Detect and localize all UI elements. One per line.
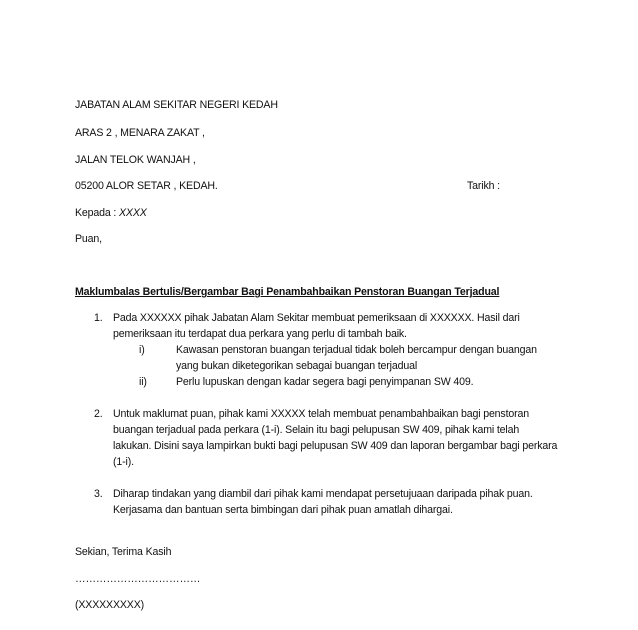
address-line-4: 05200 ALOR SETAR , KEDAH. <box>75 180 218 192</box>
item-line: (1-i). <box>113 456 134 468</box>
recipient-name: XXXX <box>119 207 147 219</box>
item-number: 1. <box>94 312 103 324</box>
closing-text: Sekian, Terima Kasih <box>75 546 172 558</box>
salutation: Puan, <box>75 233 102 245</box>
address-line-2: ARAS 2 , MENARA ZAKAT , <box>75 127 205 139</box>
subitem-line: yang bukan diketegorikan sebagai buangan terjadual <box>176 360 418 372</box>
signature-line: ……………………………… <box>75 573 201 585</box>
subitem-line: Kawasan penstoran buangan terjadual tidak boleh bercampur dengan buangan <box>176 344 537 356</box>
address-line-1: JABATAN ALAM SEKITAR NEGERI KEDAH <box>75 99 278 111</box>
item-line: lakukan. Disini saya lampirkan bukti bagi pelupusan SW 409 dan laporan bergambar bagi perkara <box>113 440 558 452</box>
item-number: 2. <box>94 408 103 420</box>
recipient-label: Kepada : <box>75 207 117 219</box>
item-line: buangan terjadual pada perkara (1-i). Selain itu bagi pelupusan SW 409, pihak kami telah <box>113 424 520 436</box>
recipient <box>75 207 147 219</box>
address-line-3: JALAN TELOK WANJAH , <box>75 154 196 166</box>
item-line: Pada XXXXXX pihak Jabatan Alam Sekitar membuat pemeriksaan di XXXXXX. Hasil dari <box>113 312 520 324</box>
subitem-number: ii) <box>139 376 147 388</box>
item-number: 3. <box>94 488 103 500</box>
subject-heading: Maklumbalas Bertulis/Bergambar Bagi Penambahbaikan Penstoran Buangan Terjadual <box>75 286 500 298</box>
item-line: Diharap tindakan yang diambil dari pihak kami mendapat persetujuaan daripada pihak puan. <box>113 488 533 500</box>
signer-name: (XXXXXXXXX) <box>75 599 144 611</box>
subitem-number: i) <box>139 344 145 356</box>
item-line: Untuk maklumat puan, pihak kami XXXXX telah membuat penambahbaikan bagi penstoran <box>113 408 529 420</box>
item-line: Kerjasama dan bantuan serta bimbingan dari pihak puan amatlah dihargai. <box>113 504 453 516</box>
date-label: Tarikh : <box>467 180 500 192</box>
subitem-line: Perlu lupuskan dengan kadar segera bagi penyimpanan SW 409. <box>176 376 474 388</box>
item-line: pemeriksaan itu terdapat dua perkara yang perlu di tambah baik. <box>113 328 407 340</box>
